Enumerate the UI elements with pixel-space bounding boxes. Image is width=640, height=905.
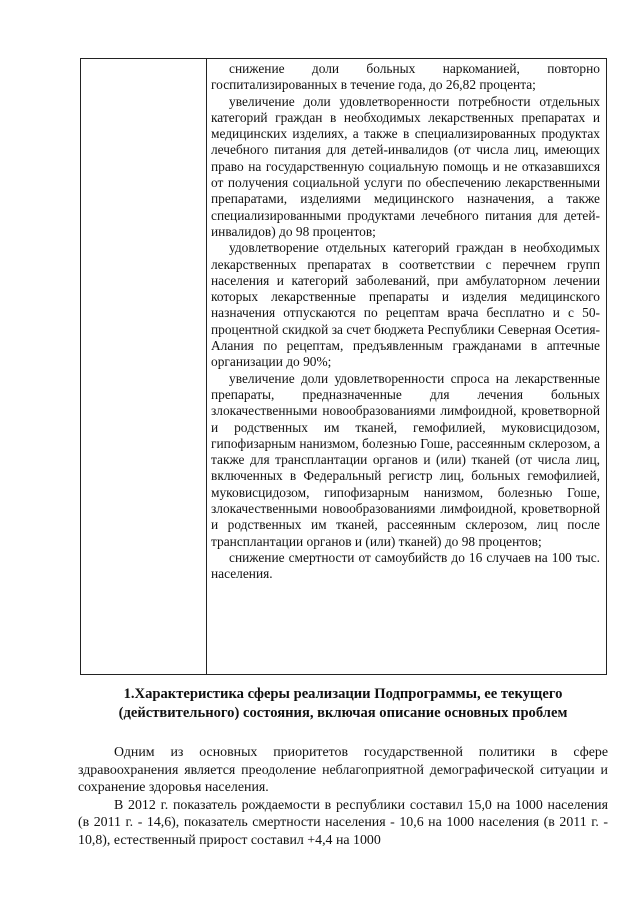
body-paragraph: В 2012 г. показатель рождаемости в республики составил 15,0 на 1000 населения (в 2011 г. - 14,6), показатель смертности населения - 10,6 на 1000 населения (в 2011 г. - 10,8), естественный прирост составил +4,4 на 1000 [78,797,608,848]
table-column-divider [206,59,207,674]
indicators-table [80,58,607,675]
indicator-item: снижение смертности от самоубийств до 16 случаев на 100 тыс. населения. [211,549,600,582]
indicator-item: увеличение доли удовлетворенности потребности отдельных категорий граждан в необходимых лекарственных препаратах и медицинских изделиях, а также в специализированных продуктах лечебного питания для детей-инвалидов (от числа лиц, имеющих право на государственную социальную помощь и не отказавшихся от получения социальной услуги по обеспечению лекарственными препаратами, изделиями медицинского назначения, а также специализированными продуктами лечебного питания для детей-инвалидов) до 98 процентов; [211,93,600,239]
section-heading: 1.Характеристика сферы реализации Подпрограммы, ее текущего (действительного) состояния, включая описание основных проблем [118,686,568,721]
section-body [78,744,608,849]
table-right-cell [211,61,600,583]
indicator-item: удовлетворение отдельных категорий граждан в необходимых лекарственных препаратах в соответствии с перечнем групп населения и категорий заболеваний, при амбулаторном лечении которых лекарственные препараты и изделия медицинского назначения отпускаются по рецептам врача бесплатно и с 50-процентной скидкой за счет бюджета Республики Северная Осетия-Алания по рецептам, предъявленным гражданами в аптечные организации до 90%; [211,240,600,370]
indicator-item: снижение доли больных наркоманией, повторно госпитализированных в течение года, до 26,82 процента; [211,61,600,93]
indicator-item: увеличение доли удовлетворенности спроса на лекарственные препараты, предназначенные для лечения больных злокачественными новообразованиями лимфоидной, кроветворной и родственных им тканей, гемофилией, муковисцидозом, гипофизарным нанизмом, болезнью Гоше, рассеянным склерозом, а также для трансплантации органов и (или) тканей (от числа лиц, включенных в Федеральный регистр лиц, больных гемофилией, муковисцидозом, гипофизарным нанизмом, болезнью Гоше, злокачественными новообразованиями лимфоидной, кроветворной и родственных им тканей, рассеянным склерозом, лиц после трансплантации органов и (или) тканей) до 98 процентов; [211,370,600,549]
body-paragraph: Одним из основных приоритетов государственной политики в сфере здравоохранения является преодоление неблагоприятной демографической ситуации и сохранение здоровья населения. [78,745,608,795]
